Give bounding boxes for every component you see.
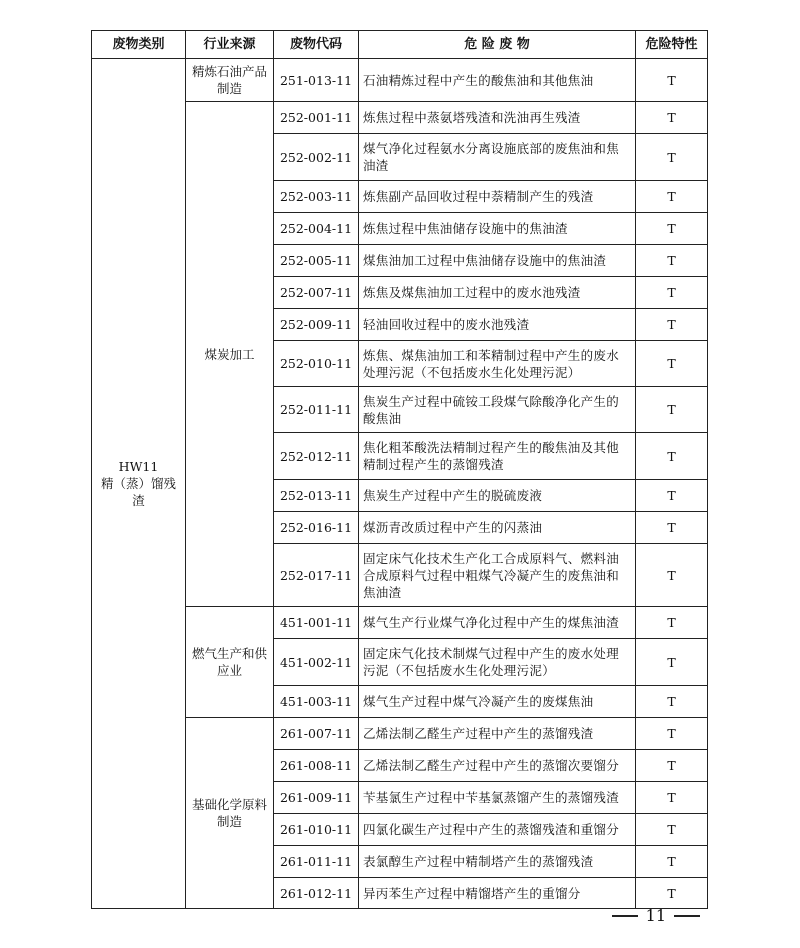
waste-description-cell: 炼焦、煤焦油加工和苯精制过程中产生的废水处理污泥（不包括废水生化处理污泥） [359,341,636,387]
waste-description-cell: 固定床气化技术制煤气过程中产生的废水处理污泥（不包括废水生化处理污泥） [359,639,636,686]
header-waste: 危 险 废 物 [359,31,636,59]
hazard-characteristic-cell: T [636,433,708,480]
hazard-characteristic-cell: T [636,181,708,213]
hazard-characteristic-cell: T [636,544,708,607]
industry-source-cell: 精炼石油产品制造 [186,59,274,102]
page-number-footer [0,906,800,925]
waste-code-cell: 252-017-11 [274,544,359,607]
waste-description-cell: 煤气生产行业煤气净化过程中产生的煤焦油渣 [359,607,636,639]
waste-code-cell: 252-003-11 [274,181,359,213]
waste-code-cell: 252-012-11 [274,433,359,480]
waste-description-cell: 焦炭生产过程中产生的脱硫废液 [359,480,636,512]
hazard-characteristic-cell: T [636,309,708,341]
hazard-characteristic-cell: T [636,245,708,277]
waste-code-cell: 252-010-11 [274,341,359,387]
page-dash-right [674,915,700,917]
industry-source-cell: 燃气生产和供应业 [186,607,274,718]
industry-source-cell: 基础化学原料制造 [186,718,274,909]
waste-description-cell: 炼焦过程中蒸氨塔残渣和洗油再生残渣 [359,102,636,134]
waste-code-cell: 252-009-11 [274,309,359,341]
waste-code-cell: 451-002-11 [274,639,359,686]
hazard-characteristic-cell: T [636,512,708,544]
hazardous-waste-table [91,30,708,909]
waste-description-cell: 四氯化碳生产过程中产生的蒸馏残渣和重馏分 [359,814,636,846]
waste-code-cell: 252-002-11 [274,134,359,181]
waste-description-cell: 炼焦及煤焦油加工过程中的废水池残渣 [359,277,636,309]
waste-description-cell: 异丙苯生产过程中精馏塔产生的重馏分 [359,878,636,909]
hazard-characteristic-cell: T [636,277,708,309]
waste-description-cell: 固定床气化技术生产化工合成原料气、燃料油合成原料气过程中粗煤气冷凝产生的废焦油和焦油渣 [359,544,636,607]
hazard-characteristic-cell: T [636,134,708,181]
category-cell [92,59,186,909]
waste-description-cell: 煤气生产过程中煤气冷凝产生的废煤焦油 [359,686,636,718]
waste-code-cell: 252-013-11 [274,480,359,512]
header-hazard: 危险特性 [636,31,708,59]
hazard-characteristic-cell: T [636,387,708,433]
hazard-characteristic-cell: T [636,846,708,878]
hazard-characteristic-cell: T [636,686,708,718]
header-industry: 行业来源 [186,31,274,59]
waste-code-cell: 261-010-11 [274,814,359,846]
waste-description-cell: 炼焦副产品回收过程中萘精制产生的残渣 [359,181,636,213]
hazard-characteristic-cell: T [636,341,708,387]
waste-description-cell: 煤气净化过程氨水分离设施底部的废焦油和焦油渣 [359,134,636,181]
waste-description-cell: 焦炭生产过程中硫铵工段煤气除酸净化产生的酸焦油 [359,387,636,433]
waste-code-cell: 261-012-11 [274,878,359,909]
waste-description-cell: 焦化粗苯酸洗法精制过程产生的酸焦油及其他精制过程产生的蒸馏残渣 [359,433,636,480]
waste-code-cell: 252-004-11 [274,213,359,245]
hazard-characteristic-cell: T [636,782,708,814]
table-body [92,59,708,909]
waste-code-cell: 261-009-11 [274,782,359,814]
hazard-characteristic-cell: T [636,718,708,750]
waste-code-cell: 451-001-11 [274,607,359,639]
waste-description-cell: 煤焦油加工过程中焦油储存设施中的焦油渣 [359,245,636,277]
waste-code-cell: 252-007-11 [274,277,359,309]
waste-code-cell: 252-016-11 [274,512,359,544]
table-header-row [92,31,708,59]
waste-description-cell: 轻油回收过程中的废水池残渣 [359,309,636,341]
waste-code-cell: 252-011-11 [274,387,359,433]
page-number: 11 [645,906,666,925]
hazard-characteristic-cell: T [636,814,708,846]
waste-description-cell: 炼焦过程中焦油储存设施中的焦油渣 [359,213,636,245]
hazard-characteristic-cell: T [636,639,708,686]
waste-description-cell: 煤沥青改质过程中产生的闪蒸油 [359,512,636,544]
table-row [92,59,708,102]
hazard-characteristic-cell: T [636,59,708,102]
hazard-characteristic-cell: T [636,607,708,639]
category-name: 精（蒸）馏残渣 [100,476,176,508]
hazard-characteristic-cell: T [636,480,708,512]
waste-description-cell: 乙烯法制乙醛生产过程中产生的蒸馏残渣 [359,718,636,750]
waste-description-cell: 石油精炼过程中产生的酸焦油和其他焦油 [359,59,636,102]
waste-description-cell: 乙烯法制乙醛生产过程中产生的蒸馏次要馏分 [359,750,636,782]
waste-description-cell: 表氯醇生产过程中精制塔产生的蒸馏残渣 [359,846,636,878]
waste-code-cell: 252-001-11 [274,102,359,134]
hazard-characteristic-cell: T [636,213,708,245]
page-dash-left [612,915,638,917]
hazard-characteristic-cell: T [636,878,708,909]
waste-description-cell: 苄基氯生产过程中苄基氯蒸馏产生的蒸馏残渣 [359,782,636,814]
waste-code-cell: 251-013-11 [274,59,359,102]
waste-code-cell: 261-008-11 [274,750,359,782]
header-code: 废物代码 [274,31,359,59]
hazard-characteristic-cell: T [636,750,708,782]
hazard-characteristic-cell: T [636,102,708,134]
header-category: 废物类别 [92,31,186,59]
waste-code-cell: 261-007-11 [274,718,359,750]
category-code: HW11 [118,459,159,474]
waste-code-cell: 261-011-11 [274,846,359,878]
waste-code-cell: 451-003-11 [274,686,359,718]
waste-code-cell: 252-005-11 [274,245,359,277]
industry-source-cell: 煤炭加工 [186,102,274,607]
